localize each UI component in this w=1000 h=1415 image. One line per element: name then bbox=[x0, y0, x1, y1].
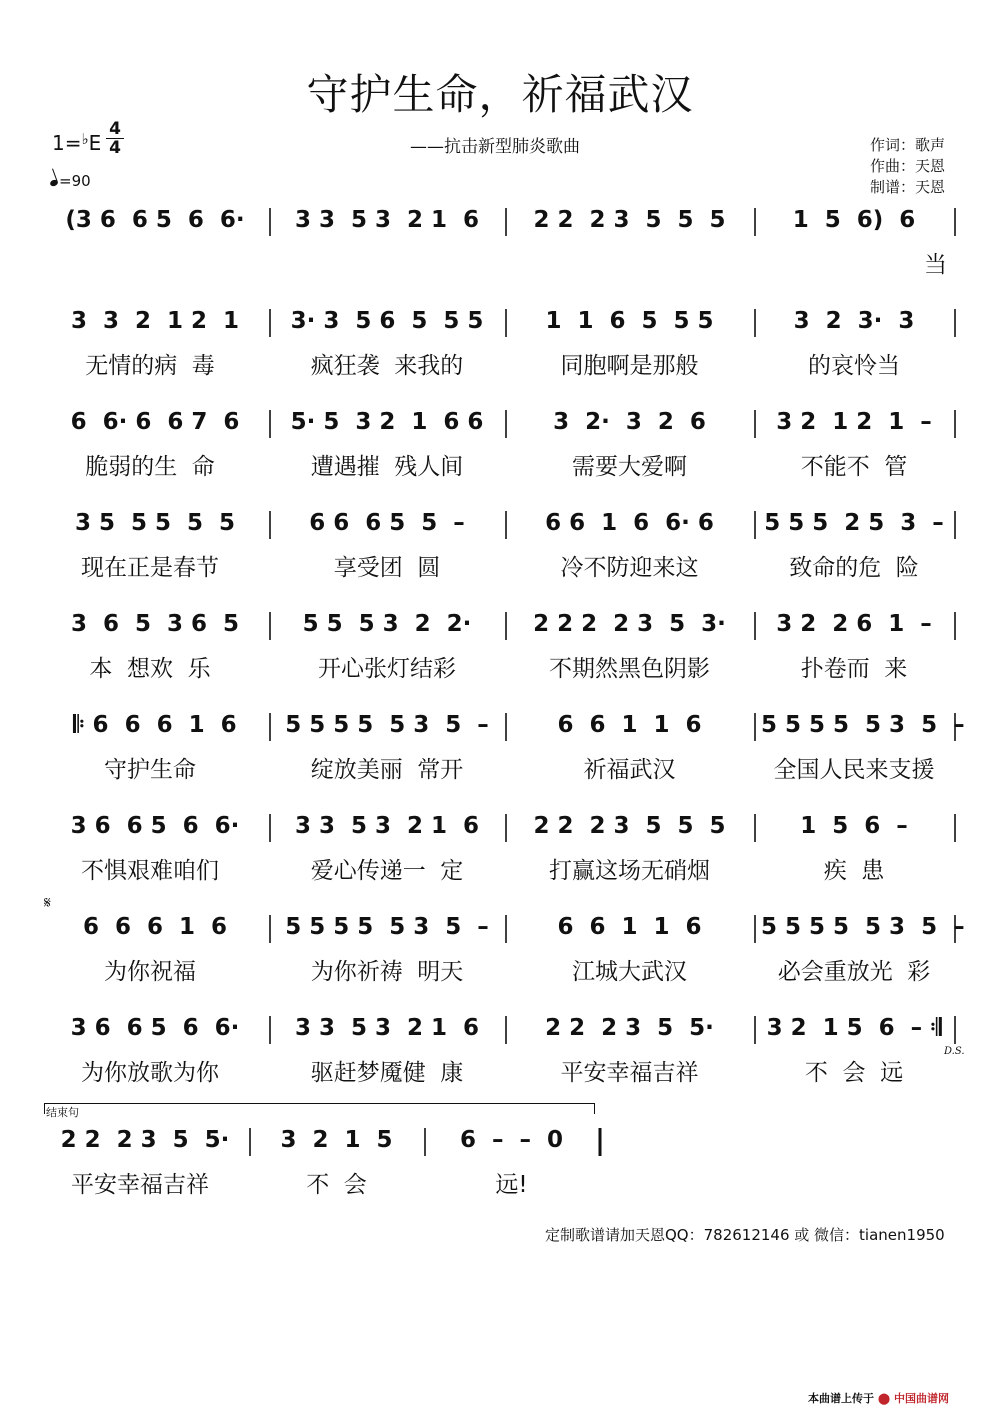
measure-lyrics: 无情的病 毒 bbox=[85, 353, 215, 379]
measure-notes: 3 2 3· 3 bbox=[793, 308, 915, 334]
measure-notes: (3 6 6 5 6 6· bbox=[65, 207, 245, 233]
measure-lyrics: 远! bbox=[495, 1172, 528, 1198]
measure-lyrics: 不能不 管 bbox=[800, 454, 908, 480]
flat-sign: ♭ bbox=[81, 130, 89, 148]
key-prefix: 1= bbox=[52, 131, 82, 155]
ending-label: 结束句 bbox=[46, 1106, 79, 1119]
measure-notes: 6 6 1 1 6 bbox=[557, 914, 702, 940]
composer-credit: 作曲：天恩 bbox=[870, 157, 946, 175]
measure-notes: 5 5 5 5 5 3 5 – bbox=[761, 914, 965, 940]
measure-notes: 3 5 5 5 5 5 bbox=[74, 510, 236, 536]
measure-lyrics: 的哀怜当 bbox=[808, 353, 900, 379]
measure-lyrics: 不期然黑色阴影 bbox=[549, 656, 710, 682]
measure-lyrics: 为你祝福 bbox=[104, 959, 196, 985]
lyricist-credit: 作词：歌声 bbox=[870, 136, 946, 154]
measure-lyrics: 平安幸福吉祥 bbox=[71, 1172, 209, 1198]
measure-notes: 6 – – 0 bbox=[459, 1127, 564, 1153]
measure-notes: 5· 5 3 2 1 6 6 bbox=[290, 409, 484, 435]
measure-lyrics: 需要大爱啊 bbox=[572, 454, 687, 480]
measure-notes: 3 6 6 5 6 6· bbox=[70, 813, 240, 839]
measure-notes: 2 2 2 3 5 5 5 bbox=[533, 813, 726, 839]
ds-marking: D.S. bbox=[944, 1046, 965, 1057]
measure-notes: 3 2 1 5 6 – 𝄇 bbox=[766, 1015, 942, 1041]
measure-notes: 5 5 5 2 5 3 – bbox=[764, 510, 944, 536]
measure-lyrics: 为你祈祷 明天 bbox=[310, 959, 464, 985]
measure-notes: 1 1 6 5 5 5 bbox=[545, 308, 714, 334]
measure-notes: 3 6 5 3 6 5 bbox=[70, 611, 240, 637]
measure-notes: 6 6 1 6 6· 6 bbox=[545, 510, 714, 536]
time-signature-top: 4 bbox=[109, 119, 121, 139]
contact-info: 定制歌谱请加天恩QQ：782612146 或 微信：tianen1950 bbox=[545, 1226, 945, 1244]
measure-lyrics: 遭遇摧 残人间 bbox=[310, 454, 464, 480]
measure-lyrics: 冷不防迎来这 bbox=[560, 555, 699, 581]
measure-lyrics: 现在正是春节 bbox=[81, 555, 219, 581]
key-note: E bbox=[88, 131, 102, 155]
measure-notes: 3 2 1 2 1 – bbox=[776, 409, 932, 435]
measure-notes: 1 5 6 – bbox=[800, 813, 908, 839]
measure-lyrics: 爱心传递一 定 bbox=[310, 858, 464, 884]
measure-lyrics: 全国人民来支援 bbox=[773, 757, 935, 783]
measure-lyrics: 驱赶梦魇健 康 bbox=[310, 1060, 464, 1086]
segno-sign: 𝄋 bbox=[44, 893, 51, 912]
subtitle: ——抗击新型肺炎歌曲 bbox=[410, 137, 580, 157]
measure-notes: 3 6 6 5 6 6· bbox=[70, 1015, 240, 1041]
measure-lyrics: 为你放歌为你 bbox=[81, 1060, 219, 1086]
footer-brand: 中国曲谱网 bbox=[894, 1392, 949, 1405]
measure-notes: 2 2 2 3 5 5 5 bbox=[533, 207, 726, 233]
measure-notes: 2 2 2 3 5 5· bbox=[545, 1015, 714, 1041]
measure-lyrics: 享受团 圆 bbox=[333, 555, 441, 581]
measure-notes: 5 5 5 5 5 3 5 – bbox=[285, 712, 489, 738]
arranger-credit: 制谱：天恩 bbox=[870, 178, 946, 196]
measure-notes: 𝄆 6 6 6 1 6 bbox=[73, 712, 237, 738]
measure-lyrics: 当 bbox=[924, 252, 947, 278]
measure-notes: 3 2 1 5 bbox=[280, 1127, 393, 1153]
measure-lyrics: 扑卷而 来 bbox=[800, 656, 908, 682]
measure-lyrics: 绽放美丽 常开 bbox=[310, 757, 464, 783]
measure-notes: 6 6· 6 6 7 6 bbox=[70, 409, 240, 435]
measure-notes: 3 3 5 3 2 1 6 bbox=[294, 1015, 480, 1041]
measure-lyrics: 不 会 bbox=[306, 1172, 367, 1198]
measure-notes: 2 2 2 3 5 5· bbox=[60, 1127, 230, 1153]
site-logo-icon: ⬤ bbox=[877, 1392, 891, 1405]
measure-notes: 3 2· 3 2 6 bbox=[553, 409, 706, 435]
measure-lyrics: 不 会 远 bbox=[804, 1060, 904, 1086]
measure-notes: 6 6 6 1 6 bbox=[82, 914, 228, 940]
measure-lyrics: 疯狂袭 来我的 bbox=[310, 353, 464, 379]
measure-lyrics: 祈福武汉 bbox=[583, 757, 676, 783]
time-signature-bottom: 4 bbox=[106, 138, 124, 157]
measure-lyrics: 打赢这场无硝烟 bbox=[549, 858, 710, 884]
measure-notes: 5 5 5 5 5 3 5 – bbox=[285, 914, 489, 940]
song-title: 守护生命，祈福武汉 bbox=[306, 70, 694, 119]
measure-notes: 2 2 2 2 3 5 3· bbox=[533, 611, 726, 637]
measure-lyrics: 致命的危 险 bbox=[789, 555, 919, 581]
tempo-value: =90 bbox=[59, 172, 91, 190]
measure-lyrics: 不惧艰难咱们 bbox=[81, 858, 219, 884]
measure-notes: 3 3 5 3 2 1 6 bbox=[294, 207, 480, 233]
measure-lyrics: 本 想欢 乐 bbox=[89, 656, 211, 682]
measure-notes: 6 6 1 1 6 bbox=[557, 712, 702, 738]
measure-notes: 6 6 6 5 5 – bbox=[309, 510, 465, 536]
measure-notes: 3· 3 5 6 5 5 5 bbox=[290, 308, 484, 334]
measure-lyrics: 疾 患 bbox=[823, 858, 885, 884]
measure-notes: 1 5 6) 6 bbox=[792, 207, 916, 233]
measure-lyrics: 开心张灯结彩 bbox=[318, 656, 456, 682]
measure-lyrics: 同胞啊是那般 bbox=[560, 353, 699, 379]
measure-lyrics: 守护生命 bbox=[104, 757, 196, 783]
measure-notes: 5 5 5 3 2 2· bbox=[302, 611, 472, 637]
measure-lyrics: 必会重放光 彩 bbox=[777, 959, 931, 985]
measure-notes: 3 3 2 1 2 1 bbox=[70, 308, 240, 334]
measure-notes: 3 3 5 3 2 1 6 bbox=[294, 813, 480, 839]
measure-lyrics: 平安幸福吉祥 bbox=[560, 1060, 699, 1086]
footer-text: 本曲谱上传于 bbox=[808, 1392, 874, 1405]
measure-lyrics: 江城大武汉 bbox=[572, 959, 687, 985]
measure-lyrics: 脆弱的生 命 bbox=[85, 454, 215, 480]
measure-notes: 3 2 2 6 1 – bbox=[776, 611, 932, 637]
site-footer bbox=[808, 1390, 949, 1406]
measure-notes: 5 5 5 5 5 3 5 – bbox=[761, 712, 965, 738]
